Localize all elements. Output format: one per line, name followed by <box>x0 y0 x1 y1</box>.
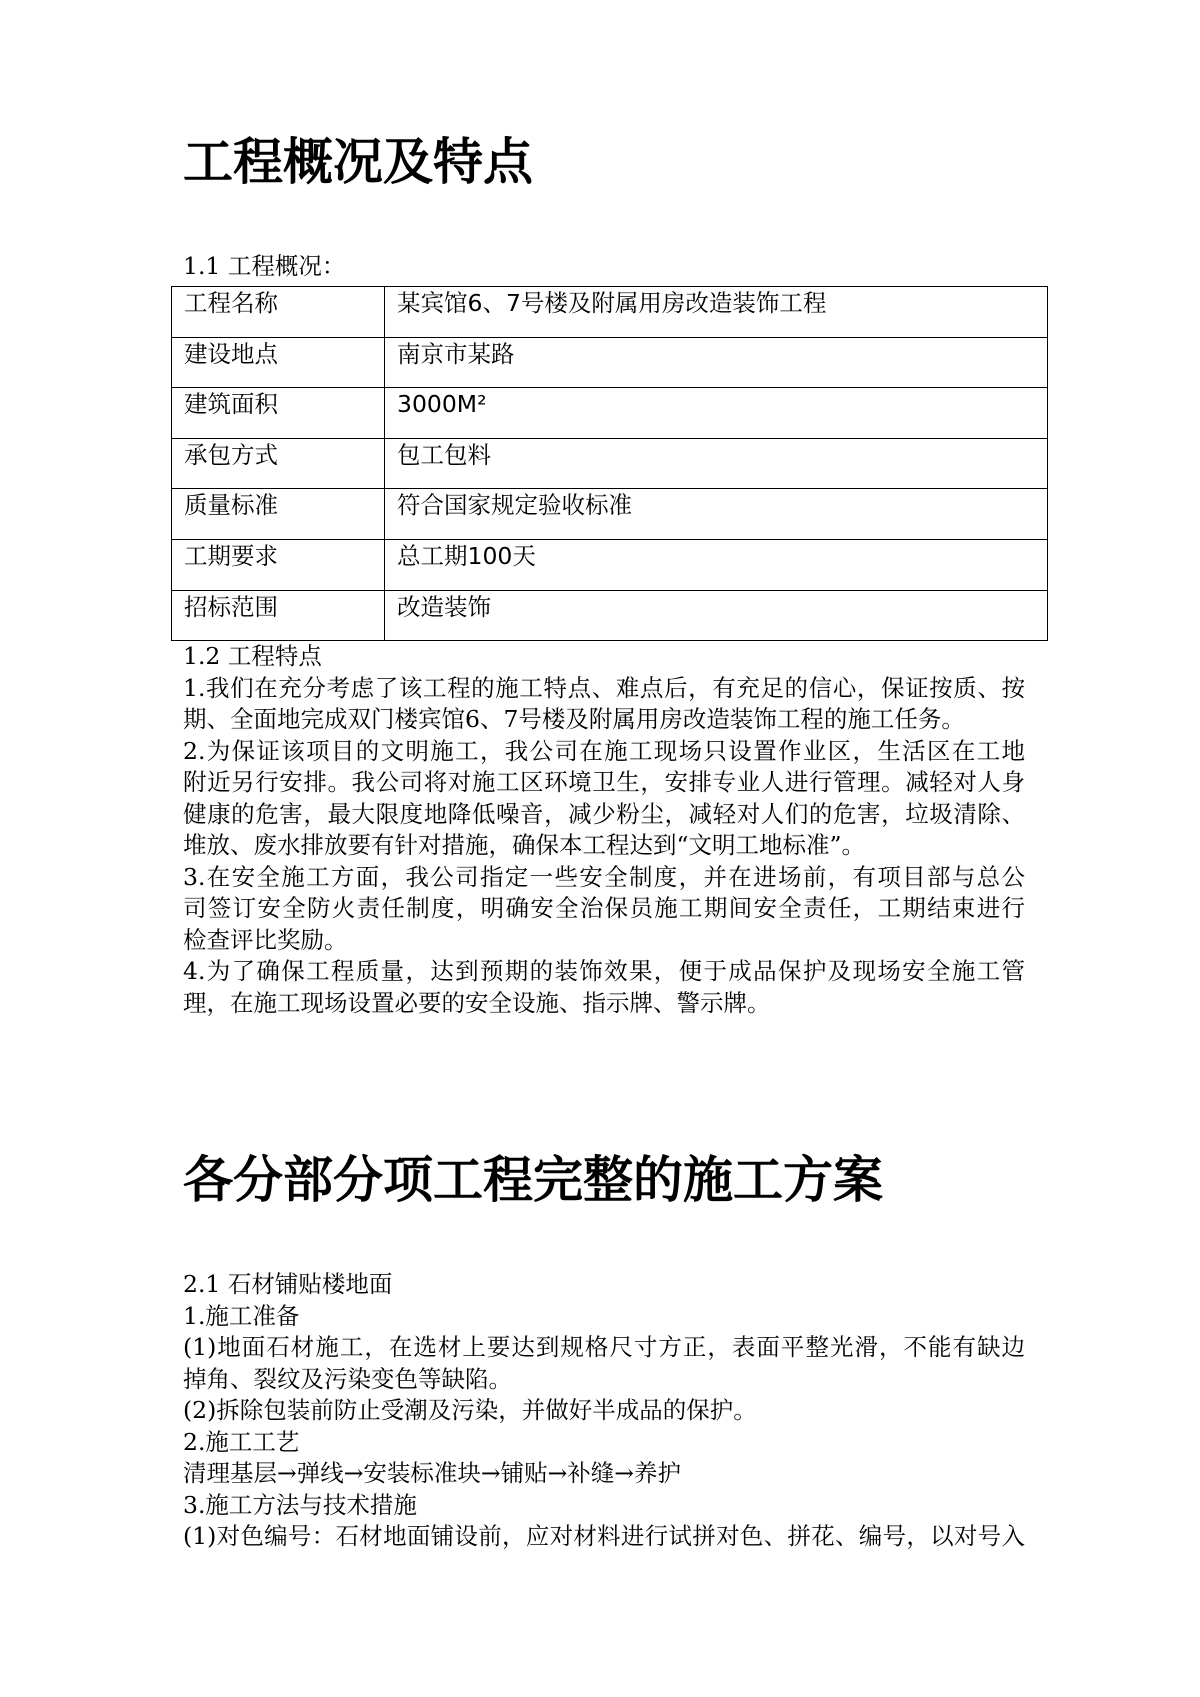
paragraph-line: 掉角、裂纹及污染变色等缺陷。 <box>183 1364 512 1393</box>
method-item <box>183 1521 1025 1553</box>
table-label-cell: 承包方式 <box>172 438 385 489</box>
paragraph-line: (1)对色编号：石材地面铺设前，应对材料进行试拼对色、拼花、编号，以对号入 <box>183 1522 1025 1551</box>
paragraph-line: 健康的危害，最大限度地降低噪音，减少粉尘，减轻对人们的危害，垃圾清除、 <box>183 799 1025 828</box>
table-value-cell: 总工期100天 <box>385 539 1048 590</box>
table-row <box>172 287 1048 338</box>
paragraph-line: 1.我们在充分考虑了该工程的施工特点、难点后，有充足的信心，保证按质、按 <box>183 673 1025 702</box>
preparation-item <box>183 1395 1025 1427</box>
paragraph-line: (2)拆除包装前防止受潮及污染，并做好半成品的保护。 <box>183 1396 757 1425</box>
table-value-cell: 南京市某路 <box>385 337 1048 388</box>
feature-paragraph <box>183 673 1025 736</box>
table-value-cell: 包工包料 <box>385 438 1048 489</box>
overview-label-block <box>183 251 1025 283</box>
table-label-cell: 质量标准 <box>172 489 385 540</box>
process-flow: 清理基层→弹线→安装标准块→铺贴→补缝→养护 <box>183 1459 681 1488</box>
table-row <box>172 539 1048 590</box>
step-heading: 2.施工工艺 <box>183 1427 300 1456</box>
table-row <box>172 337 1048 388</box>
features-label: 1.2 工程特点 <box>183 642 322 671</box>
feature-paragraph <box>183 862 1025 957</box>
step-heading: 3.施工方法与技术措施 <box>183 1490 417 1519</box>
features-section <box>183 641 1025 1019</box>
paragraph-line: 司签订安全防火责任制度，明确安全治保员施工期间安全责任，工期结束进行 <box>183 894 1025 923</box>
paragraph-line: 3.在安全施工方面，我公司指定一些安全制度，并在进场前，有项目部与总公 <box>183 862 1025 891</box>
section-title: 工程概况及特点 <box>183 133 533 191</box>
section-title: 各分部分项工程完整的施工方案 <box>183 1151 883 1209</box>
paragraph-line: 2.为保证该项目的文明施工，我公司在施工现场只设置作业区，生活区在工地 <box>183 736 1025 765</box>
table-label-cell: 建筑面积 <box>172 388 385 439</box>
feature-paragraph <box>183 736 1025 862</box>
table-value-cell: 符合国家规定验收标准 <box>385 489 1048 540</box>
table-row <box>172 590 1048 641</box>
paragraph-line: 堆放、废水排放要有针对措施，确保本工程达到“文明工地标准”。 <box>183 831 866 860</box>
preparation-item <box>183 1332 1025 1395</box>
table-label-cell: 工期要求 <box>172 539 385 590</box>
paragraph-line: (1)地面石材施工，在选材上要达到规格尺寸方正，表面平整光滑，不能有缺边 <box>183 1333 1025 1362</box>
feature-paragraph <box>183 956 1025 1019</box>
table-value-cell: 某宾馆6、7号楼及附属用房改造装饰工程 <box>385 287 1048 338</box>
table-label-cell: 招标范围 <box>172 590 385 641</box>
construction-plan-section <box>183 1269 1025 1553</box>
table-row <box>172 489 1048 540</box>
table-row <box>172 388 1048 439</box>
table-value-cell: 改造装饰 <box>385 590 1048 641</box>
subsection-title: 2.1 石材铺贴楼地面 <box>183 1270 393 1299</box>
overview-label: 1.1 工程概况： <box>183 252 346 281</box>
table-value-cell: 3000M² <box>385 388 1048 439</box>
project-info-table <box>171 286 1048 641</box>
paragraph-line: 理，在施工现场设置必要的安全设施、指示牌、警示牌。 <box>183 988 771 1017</box>
paragraph-line: 期、全面地完成双门楼宾馆6、7号楼及附属用房改造装饰工程的施工任务。 <box>183 705 965 734</box>
table-label-cell: 工程名称 <box>172 287 385 338</box>
paragraph-line: 4.为了确保工程质量，达到预期的装饰效果，便于成品保护及现场安全施工管 <box>183 957 1025 986</box>
step-heading: 1.施工准备 <box>183 1301 300 1330</box>
paragraph-line: 附近另行安排。我公司将对施工区环境卫生，安排专业人进行管理。减轻对人身 <box>183 768 1025 797</box>
table-row <box>172 438 1048 489</box>
paragraph-line: 检查评比奖励。 <box>183 925 348 954</box>
table-label-cell: 建设地点 <box>172 337 385 388</box>
